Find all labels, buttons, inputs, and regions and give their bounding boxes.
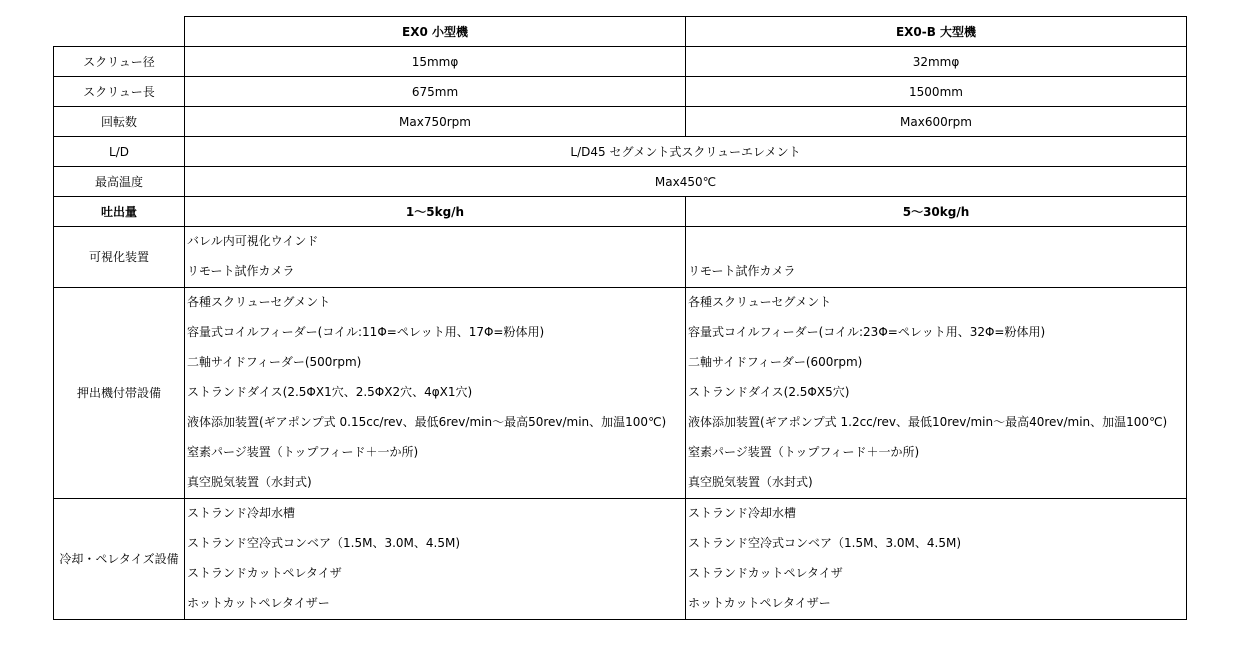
list-item: 二軸サイドフィーダー(500rpm)	[187, 355, 362, 369]
list-item	[688, 227, 1186, 257]
list-item: ストランドダイス(2.5ΦX5穴)	[688, 385, 850, 399]
value-output-b: 5～30kg/h	[686, 197, 1187, 227]
label-max-temp: 最高温度	[54, 167, 185, 197]
list-item: 各種スクリューセグメント	[688, 295, 832, 309]
value-rpm-b: Max600rpm	[686, 107, 1187, 137]
row-ld	[54, 137, 1187, 167]
list-item: ストランドカットペレタイザ	[187, 566, 342, 580]
list-item: 容量式コイルフィーダー(コイル:11Φ=ペレット用、17Φ=粉体用)	[187, 325, 545, 339]
list-visualization-a	[185, 227, 686, 288]
header-row	[54, 17, 1187, 47]
label-cooling-equipment: 冷却・ペレタイズ設備	[54, 499, 185, 620]
row-max-temp	[54, 167, 1187, 197]
value-rpm-a: Max750rpm	[185, 107, 686, 137]
label-extruder-equipment: 押出機付帯設備	[54, 288, 185, 499]
value-screw-length-a: 675mm	[185, 77, 686, 107]
value-screw-length-b: 1500mm	[686, 77, 1187, 107]
value-max-temp: Max450℃	[185, 167, 1187, 197]
row-screw-length	[54, 77, 1187, 107]
list-item: リモート試作カメラ	[688, 264, 796, 278]
spec-table	[53, 16, 1187, 620]
value-screw-diameter-b: 32mmφ	[686, 47, 1187, 77]
list-item: リモート試作カメラ	[187, 264, 295, 278]
list-item: ストランドダイス(2.5ΦX1穴、2.5ΦX2穴、4φX1穴)	[187, 385, 473, 399]
list-item: 容量式コイルフィーダー(コイル:23Φ=ペレット用、32Φ=粉体用)	[688, 325, 1046, 339]
value-screw-diameter-a: 15mmφ	[185, 47, 686, 77]
list-item: ストランド冷却水槽	[187, 506, 296, 520]
row-extruder-equipment	[54, 288, 1187, 499]
row-output	[54, 197, 1187, 227]
list-item: 各種スクリューセグメント	[187, 295, 331, 309]
list-item: ホットカットペレタイザー	[187, 596, 330, 610]
list-item: ストランド空冷式コンベア（1.5M、3.0M、4.5M)	[688, 536, 961, 550]
row-cooling-equipment	[54, 499, 1187, 620]
list-item: 二軸サイドフィーダー(600rpm)	[688, 355, 863, 369]
header-ex0: EX0 小型機	[185, 17, 686, 47]
list-visualization-b	[686, 227, 1187, 288]
list-item: ホットカットペレタイザー	[688, 596, 831, 610]
list-item: バレル内可視化ウインド	[187, 234, 319, 248]
list-item: 窒素パージ装置（トップフィード＋一か所)	[688, 445, 920, 459]
list-item: ストランド空冷式コンベア（1.5M、3.0M、4.5M)	[187, 536, 460, 550]
header-corner-cell	[54, 17, 185, 47]
label-output: 吐出量	[54, 197, 185, 227]
list-item: ストランドカットペレタイザ	[688, 566, 843, 580]
list-extruder-equipment-b	[686, 288, 1187, 499]
list-cooling-equipment-b	[686, 499, 1187, 620]
header-ex0b: EX0-B 大型機	[686, 17, 1187, 47]
label-visualization: 可視化装置	[54, 227, 185, 288]
list-extruder-equipment-a	[185, 288, 686, 499]
label-ld: L/D	[54, 137, 185, 167]
value-output-a: 1～5kg/h	[185, 197, 686, 227]
list-item: 真空脱気装置（水封式)	[187, 475, 312, 489]
list-cooling-equipment-a	[185, 499, 686, 620]
row-screw-diameter	[54, 47, 1187, 77]
list-item: 真空脱気装置（水封式)	[688, 475, 813, 489]
row-visualization	[54, 227, 1187, 288]
list-item: ストランド冷却水槽	[688, 506, 797, 520]
label-screw-diameter: スクリュー径	[54, 47, 185, 77]
list-item: 液体添加装置(ギアポンプ式 0.15cc/rev、最低6rev/min～最高50rev/min、加温100℃)	[187, 415, 667, 429]
label-screw-length: スクリュー長	[54, 77, 185, 107]
list-item: 液体添加装置(ギアポンプ式 1.2cc/rev、最低10rev/min～最高40rev/min、加温100℃)	[688, 415, 1168, 429]
label-rpm: 回転数	[54, 107, 185, 137]
list-item: 窒素パージ装置（トップフィード＋一か所)	[187, 445, 419, 459]
row-rpm	[54, 107, 1187, 137]
value-ld: L/D45 セグメント式スクリューエレメント	[185, 137, 1187, 167]
